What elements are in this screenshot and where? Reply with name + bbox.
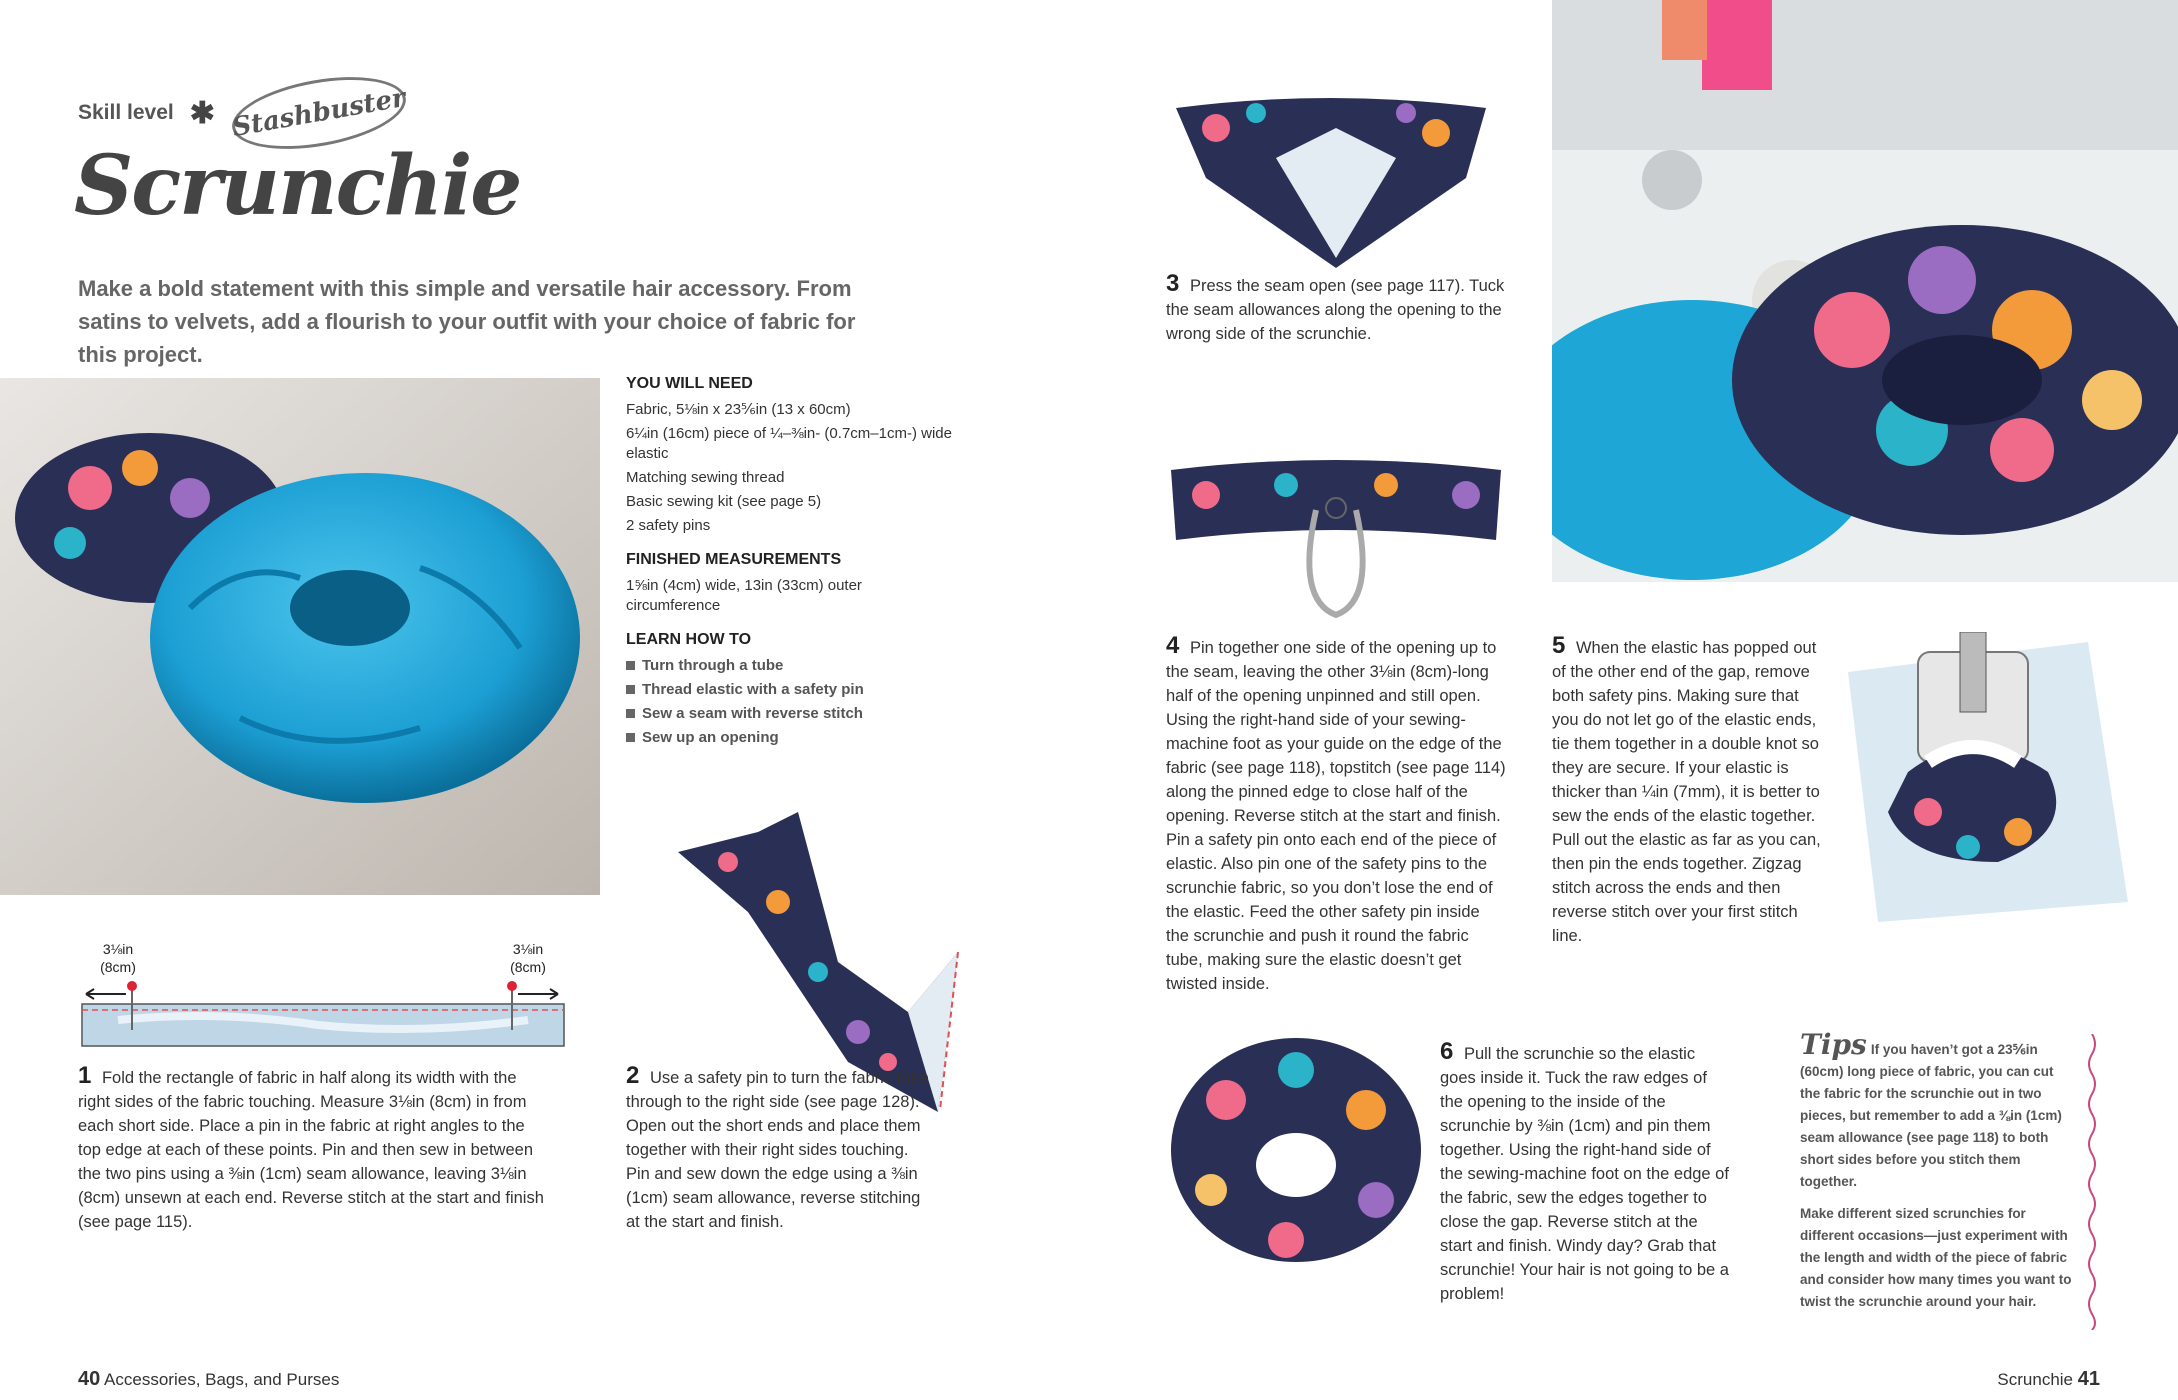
finished-scrunchie-diagram [1166,1030,1426,1280]
need-item: Basic sewing kit (see page 5) [626,493,822,510]
tips-box [1800,1028,2076,1323]
step-number: 3 [1166,270,1180,297]
step-number: 2 [626,1062,640,1089]
tips-wavy-line [2084,1034,2100,1330]
left-measure-bottom: (8cm) [100,959,136,975]
learn-heading: LEARN HOW TO [626,631,752,648]
right-measure-bottom: (8cm) [510,959,546,975]
sewing-machine-diagram [1848,632,2128,922]
step-2 [626,1064,936,1234]
learn-item: Turn through a tube [626,656,956,676]
step-text: Use a safety pin to turn the fabric tube through to the right side (see page 128). Open out the short ends and place them together with their right sides touching. Pin and sew down the edge using a ⅜in (1cm) seam allowance, reverse stitching at the start and finish. [626,1069,929,1231]
step-3 [1166,272,1506,346]
you-will-need-heading: YOU WILL NEED [626,375,753,392]
elastic-feed-diagram [1166,450,1506,630]
finished-heading: FINISHED MEASUREMENTS [626,551,842,568]
requirements-panel [626,374,956,752]
section-name: Accessories, Bags, and Purses [104,1370,340,1389]
learn-list [626,656,956,748]
step-4 [1166,634,1506,996]
footer-left [78,1368,339,1391]
need-item: Fabric, 5⅛in x 23⅚in (13 x 60cm) [626,401,851,418]
tips-label: Tips [1800,1028,1867,1061]
pressed-seam-diagram [1166,88,1496,268]
skill-badge: Stashbuster [226,65,411,161]
step-6 [1440,1040,1730,1306]
step-text: Pin together one side of the opening up to the seam, leaving the other 3⅛in (8cm)-long half of the opening unpinned and still open. Using the right-hand side of your sewing-machine foot as your guide on the edge of the fabric (see page 118), topstitch (see page 114) along the pinned edge to close half of the opening. Reverse stitch at the start and finish. Pin a safety pin onto each end of the piece of elastic. Also pin one of the safety pins to the scrunchie fabric, so you don’t lose the end of the elastic. Feed the other safety pin inside the scrunchie and push it round the fabric tube, making sure the elastic doesn’t get twisted inside. [1166,639,1506,993]
step-text: Pull the scrunchie so the elastic goes inside it. Tuck the raw edges of the opening to the inside of the scrunchie by ⅜in (1cm) and pin them together. Using the right-hand side of the sewing-machine foot on the edge of the fabric, sew the edges together to close the gap. Reverse stitch at the start and finish. Windy day? Grab that scrunchie! Your hair is not going to be a problem! [1440,1045,1729,1303]
scrunchies-photo [1552,0,2178,582]
asterisk-icon: ✱ [189,96,215,130]
need-item: Matching sewing thread [626,469,785,486]
step-5 [1552,634,1822,948]
right-measure-top: 3⅛in [512,941,544,957]
tips-paragraph-2: Make different sized scrunchies for different occasions—just experiment with the length and width of the piece of fabric and consider how many times you want to twist the scrunchie around your hair. [1800,1206,2072,1309]
learn-item: Thread elastic with a safety pin [626,680,956,700]
skill-level-label: Skill level [78,101,174,124]
need-item: 6¼in (16cm) piece of ¼–⅜in- (0.7cm–1cm-) wide elastic [626,425,952,462]
step-1 [78,1064,548,1234]
learn-item: Sew up an opening [626,728,956,748]
intro-text: Make a bold statement with this simple and versatile hair accessory. From satins to velvets, add a flourish to your outfit with your choice of fabric for this project. [78,276,856,367]
page-number-right: 41 [2077,1368,2100,1390]
need-item: 2 safety pins [626,517,711,534]
step-number: 1 [78,1062,92,1089]
step-text: When the elastic has popped out of the other end of the gap, remove both safety pins. Making sure that you do not let go of the elastic ends, tie them together in a double knot so they are secure. If your elastic is thicker than ¼in (7mm), it is better to sew the ends of the elastic together. Pull out the elastic as far as you can, then pin the ends together. Zigzag stitch across the ends and then reverse stitch over your first stitch line. [1552,639,1821,945]
step-text: Fold the rectangle of fabric in half along its width with the right sides of the fabric touching. Measure 3⅛in (8cm) in from each short side. Place a pin in the fabric at right angles to the top edge at each of these points. Pin and then sew in between the two pins using a ⅜in (1cm) seam allowance, leaving 3⅛in (8cm) unsewn at each end. Reverse stitch at the start and finish (see page 115). [78,1069,544,1231]
fabric-strip-diagram [78,940,568,1050]
page-title: Scrunchie [74,138,521,234]
footer-right [1997,1368,2100,1391]
velvet-scrunchie-photo [0,378,600,895]
page-number-left: 40 [78,1368,101,1390]
step-text: Press the seam open (see page 117). Tuck the seam allowances along the opening to the wrong side of the scrunchie. [1166,277,1505,343]
step-number: 4 [1166,632,1180,659]
chapter-name: Scrunchie [1997,1370,2074,1389]
step-number: 6 [1440,1038,1454,1065]
left-measure-top: 3⅛in [102,941,134,957]
tips-paragraph-1: Tips If you haven’t got a 23⅚in (60cm) long piece of fabric, you can cut the fabric for the scrunchie out in two pieces, but remember to add a ⅜in (1cm) seam allowance (see page 118) to both short sides before you stitch them together. [1800,1028,2062,1189]
skill-level [78,80,407,146]
learn-item: Sew a seam with reverse stitch [626,704,956,724]
finished-text: 1⅝in (4cm) wide, 13in (33cm) outer circumference [626,577,862,614]
step-number: 5 [1552,632,1566,659]
